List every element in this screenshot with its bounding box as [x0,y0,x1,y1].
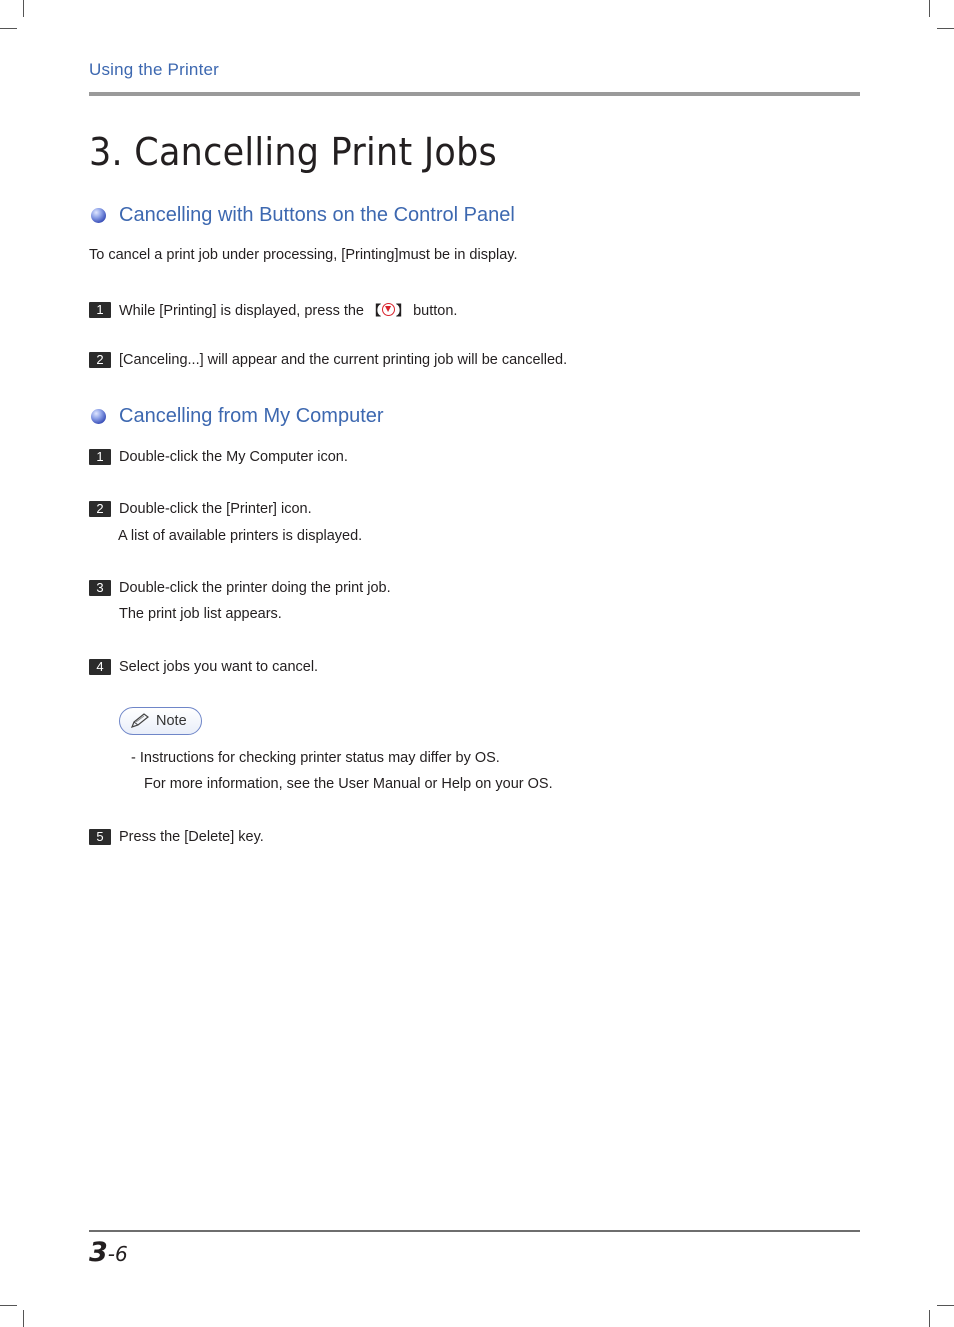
step-sub-text: A list of available printers is displayed. [118,528,363,544]
step-sub-text: The print job list appears. [119,606,282,622]
chapter-number: 3 [89,1237,108,1268]
crop-mark [937,28,954,29]
step-1 [89,300,457,319]
step-text: Double-click the printer doing the print job. [119,580,391,596]
section-heading-my-computer [91,405,384,428]
crop-mark [23,1310,24,1327]
page-number-suffix: -6 [107,1242,128,1266]
section-intro: To cancel a print job under processing, [Printing]must be in display. [89,247,518,263]
step-text: Double-click the [Printer] icon. [119,501,312,517]
step-text: Double-click the My Computer icon. [119,449,348,465]
step-1 [89,449,348,465]
step-3 [89,580,391,596]
bullet-icon [91,409,106,424]
step-number-badge: 1 [89,302,111,318]
section-heading-text: Cancelling with Buttons on the Control Panel [119,204,515,226]
note-badge [119,707,202,735]
step-text: [Canceling...] will appear and the current printing job will be cancelled. [119,352,568,368]
crop-mark [929,0,930,17]
step-text-after: button. [409,303,458,319]
crop-mark [929,1310,930,1327]
step-2 [89,501,312,517]
note-line: For more information, see the User Manual or Help on your OS. [144,776,553,792]
step-4 [89,659,318,675]
step-text: Press the [Delete] key. [119,829,264,845]
step-number-badge: 5 [89,829,111,845]
crop-mark [937,1305,954,1306]
section-heading-text: Cancelling from My Computer [119,405,384,427]
footer-rule [89,1230,860,1232]
note-label: Note [156,713,187,729]
page-title: 3. Cancelling Print Jobs [89,130,498,174]
pencil-icon [130,713,150,729]
cancel-button-icon [382,303,395,316]
header-rule [89,92,860,96]
step-text [119,300,457,319]
note-line: - Instructions for checking printer status may differ by OS. [131,750,500,766]
bullet-icon [91,208,106,223]
step-number-badge: 1 [89,449,111,465]
step-number-badge: 4 [89,659,111,675]
step-number-badge: 2 [89,501,111,517]
page-number [89,1237,128,1268]
step-2 [89,352,567,368]
step-text-before: While [Printing] is displayed, press the [119,303,369,319]
bracket-open: 【 [368,304,382,319]
crop-mark [0,1305,17,1306]
crop-mark [23,0,24,17]
crop-mark [0,28,17,29]
section-heading-control-panel [91,204,515,227]
bracket-close: 】 [396,304,410,319]
step-number-badge: 3 [89,580,111,596]
step-number-badge: 2 [89,352,111,368]
step-text: Select jobs you want to cancel. [119,659,319,675]
running-header: Using the Printer [89,60,220,79]
step-5 [89,829,264,845]
